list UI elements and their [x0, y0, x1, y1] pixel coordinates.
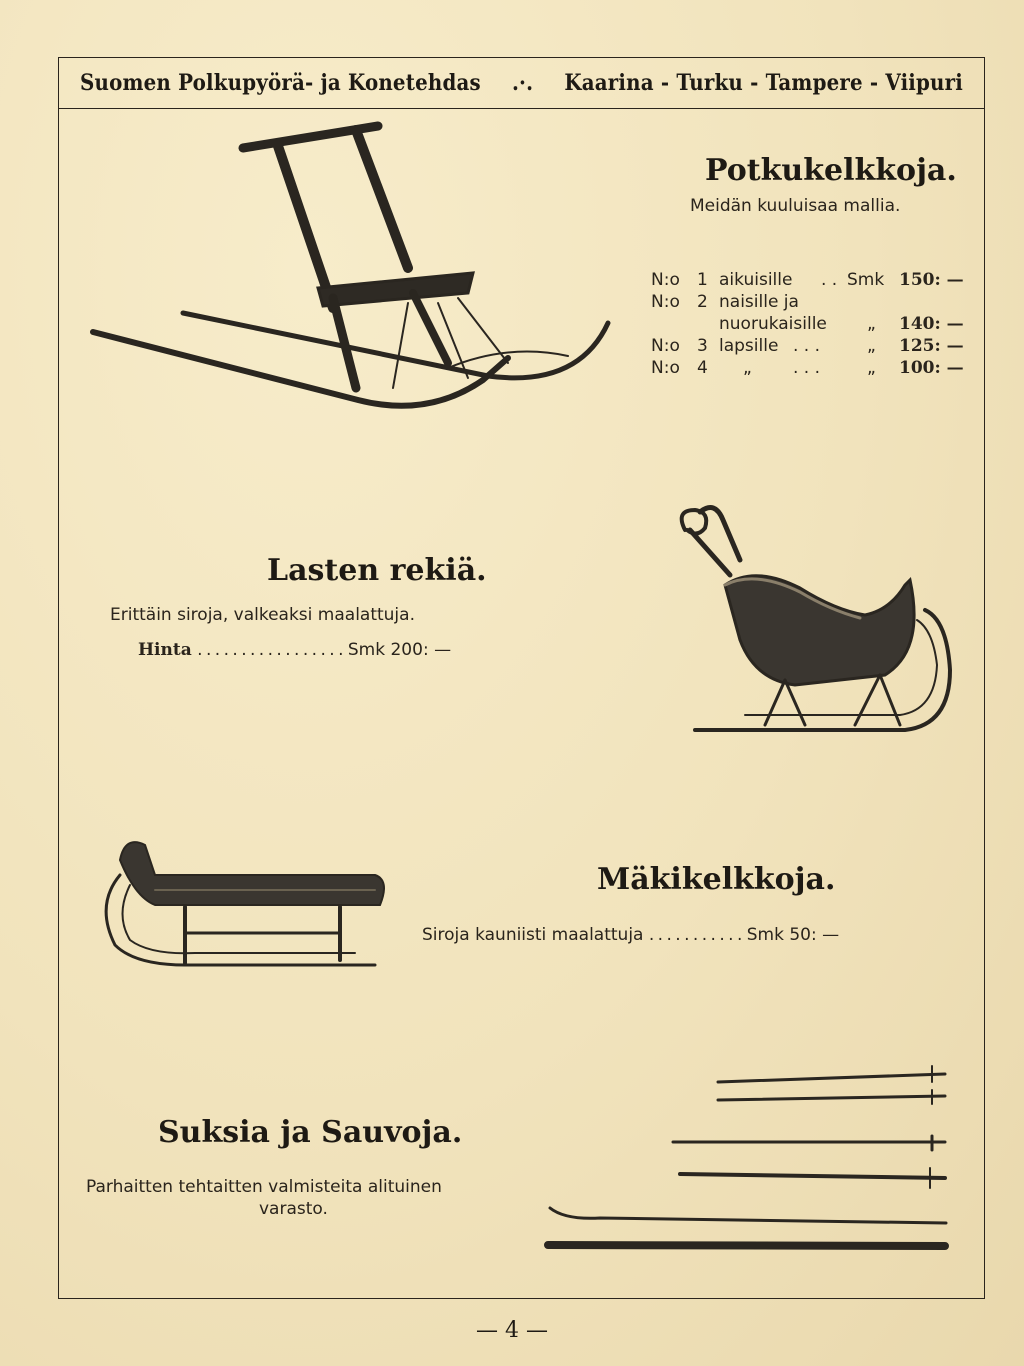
row-dots: . . . [793, 336, 821, 356]
header-separator: .·. [511, 69, 534, 96]
sled-price-line [422, 925, 839, 945]
row-dots: . . [821, 270, 838, 290]
sleigh-price-label: Hinta [138, 640, 192, 660]
row-currency: „ [867, 336, 876, 356]
sleigh-price-dots: . . . . . . . . . . . . . . . . . [197, 640, 343, 660]
kicksled-illustration [88, 118, 618, 418]
row-number: 2 [697, 292, 708, 312]
row-number: 3 [697, 336, 708, 356]
header-cities: Kaarina - Turku - Tampere - Viipuri [564, 69, 963, 96]
row-desc: „ [743, 358, 752, 378]
sled-desc: Siroja kauniisti maalattuja [422, 925, 644, 945]
row-currency: „ [867, 358, 876, 378]
row-price: 140: — [899, 314, 964, 334]
row-desc: nuorukaisille [719, 314, 827, 334]
sleigh-illustration [655, 500, 965, 740]
sleigh-price-line [138, 640, 451, 660]
row-no-label: N:o [651, 358, 680, 378]
row-no-label: N:o [651, 336, 680, 356]
skis-text-line2: varasto. [259, 1199, 328, 1219]
sleigh-title: Lasten rekiä. [267, 553, 487, 588]
row-price: 125: — [899, 336, 964, 356]
sled-title: Mäkikelkkoja. [597, 862, 836, 897]
skis-poles-illustration [540, 1060, 960, 1260]
skis-title: Suksia ja Sauvoja. [158, 1115, 463, 1150]
sleigh-price: Smk 200: — [347, 640, 452, 660]
row-price: 150: — [899, 270, 964, 290]
header [58, 57, 985, 109]
kicksled-subtitle: Meidän kuuluisaa mallia. [690, 196, 901, 216]
sled-illustration [95, 835, 395, 975]
row-desc: lapsille [719, 336, 779, 356]
kicksled-title: Potkukelkkoja. [705, 153, 957, 188]
sled-dots: . . . . . . . . . . . [648, 925, 742, 945]
page-number: — 4 — [476, 1318, 548, 1343]
row-number: 4 [697, 358, 708, 378]
row-price: 100: — [899, 358, 964, 378]
row-no-label: N:o [651, 292, 680, 312]
row-desc: aikuisille [719, 270, 793, 290]
row-currency: Smk [847, 270, 885, 290]
company-name: Suomen Polkupyörä- ja Konetehdas [80, 69, 481, 96]
row-dots: . . . [793, 358, 821, 378]
sleigh-subtitle: Erittäin siroja, valkeaksi maalattuja. [110, 605, 415, 625]
row-number: 1 [697, 270, 708, 290]
row-desc: naisille ja [719, 292, 799, 312]
sled-price: Smk 50: — [746, 925, 840, 945]
row-no-label: N:o [651, 270, 680, 290]
skis-text-line1: Parhaitten tehtaitten valmisteita alituinen [86, 1177, 442, 1197]
row-currency: „ [867, 314, 876, 334]
